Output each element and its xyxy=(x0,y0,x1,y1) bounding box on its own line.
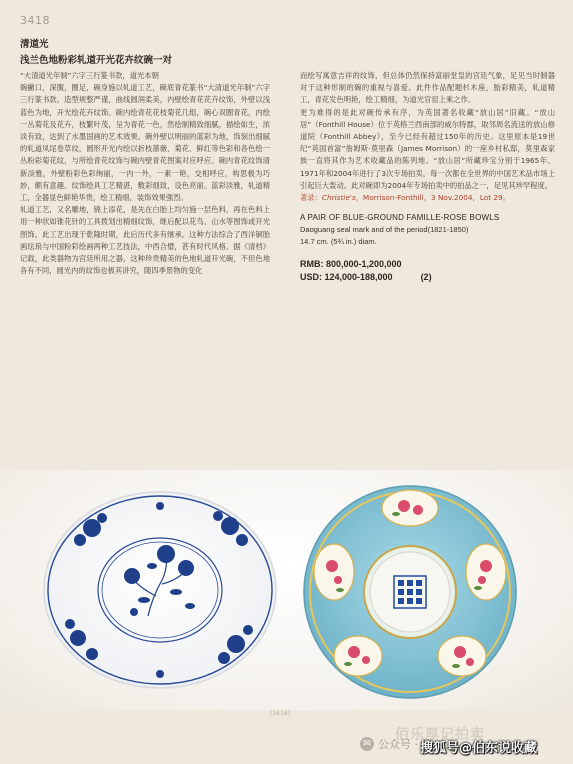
wechat-official-account-icon: ✉ xyxy=(360,737,374,751)
wechat-watermark-text: 公众号 · 佰 xyxy=(378,738,433,751)
page-label: [3418] xyxy=(270,710,290,717)
english-marks: Daoguang seal mark and of the period(1821-1850) xyxy=(300,225,469,235)
description-paragraph: 更为难得的是此对碗传承有序，为英国著名收藏“放山居”旧藏。“放山居”（Fonthill House）位于英格兰西南部的威尔特郡，取邻周名流送的放山修道院（Fonthill Abbey），至今已经有超过150年的历史。这里原本是19世纪“英国首富”詹姆斯·莫里森（James Morrison）的一座乡村私邸，莫里森家族一直将其作为艺术收藏品的陈列地。“放山居”所藏珍宝分别于1965年、1971年和2004年进行了3次专场拍卖，每一次都在全世界的中国艺术品市场上引起巨大轰动。此对碗即为2004年专场拍卖中的拍品之一，足见其珍罕程度。 xyxy=(300,107,555,190)
estimate-usd: USD: 124,000-188,000 xyxy=(300,272,393,283)
blue-and-white-plate-image xyxy=(40,488,280,693)
estimate-rmb: RMB: 800,000-1,200,000 xyxy=(300,259,402,270)
photo-area xyxy=(0,470,573,710)
estimates xyxy=(300,258,555,284)
famille-rose-bowl-image xyxy=(300,480,520,702)
english-title: A PAIR OF BLUE-GROUND FAMILLE-ROSE BOWLS xyxy=(300,213,500,223)
provenance-line xyxy=(300,192,555,204)
provenance-detail: ，Morrison-Fonthill，3 Nov.2004，Lot 29。 xyxy=(355,193,510,203)
description-paragraph: 而绘写寓意吉祥的纹饰，但总体仍然保持富丽堂皇的宫廷气象，足见当时制器对于这种形制的碗的重视与喜爱。此件作品配题杉木座，胎彩精美，轧道精工，青花发色明艳，绘工精细，为道光官窑上乘之作。 xyxy=(300,71,555,105)
provenance-prefix: 著录： xyxy=(300,193,322,203)
english-dimensions: 14.7 cm. (5¾ in.) diam. xyxy=(300,237,377,247)
item-title: 浅兰色地粉彩轧道开光花卉纹碗一对 xyxy=(20,55,173,66)
lot-quantity: (2) xyxy=(420,272,432,283)
description-right-column xyxy=(300,70,555,284)
description-paragraph: 轧道工艺，又名雕地，锦上添花，是先在白胎上均匀施一层色料，再在色料上用一种状如锥花针的工具拨划出精细纹饰，继后配以花鸟、山水等图饰或开光图饰。此工艺出现于乾隆时期，此后历代多有继承。这种方法综合了西洋铜胎画珐琅与中国粉彩绘画两种工艺技法，中西合璧，甚有时代风格。据《清档》记载，此类器物为宫廷所用之器，这种珍贵精美的色地轧道开光碗，不但色地各有不同，圆光内的纹饰也极其讲究，随四季景物的变化 xyxy=(20,205,270,276)
sohu-watermark: 搜狐号@伯东说收藏 xyxy=(420,741,538,756)
background-watermark: 佰乐厚记拍卖 xyxy=(395,727,485,743)
description-paragraph: “大清道光年制”六字三行篆书款，道光本朝 xyxy=(20,71,159,80)
lot-number: 3418 xyxy=(20,14,50,27)
section-title: 清道光 xyxy=(20,39,49,50)
auction-house: Christie's xyxy=(321,193,356,203)
description-paragraph: 碗撇口，深腹，圈足，碗身施以轧道工艺，碗底青花篆书“大清道光年制”六字三行篆书款。造型规整严谨，曲线圆润柔美，内壁绘青花花卉纹饰，外壁以浅蓝色为地，开光绘花卉纹饰。碗内绘青花花枝菊花几组，碗心双圈青花，内绘一丛菊花及花卉，枝繁叶茂，呈为青花一色，然绘制精致细腻，描绘如生，浓淡有致，达到了水墨国画的艺术效果。碗外壁以明丽的蓝彩为地，饰刻出细腻的轧道凤尾卷草纹，圆形开光内绘以折枝蔷薇、菊花、鲜红等色彩和各色绘一丛粉彩菊花纹，与所绘青花纹饰与碗内壁青花图案对应呼应。碗内青花纹饰清新淡雅，外壁粉彩色彩绚丽，一内一外，一素一艳，交相呼应，构思极为巧妙，颇有意趣。纹饰绘具工艺精湛，敷彩细致，设色亮丽。蓝彩淡雅，轧道精工，全器显色鲜艳华贵，绘工精细，装饰效果强烈。 xyxy=(20,83,270,203)
description-left-column xyxy=(20,70,270,277)
